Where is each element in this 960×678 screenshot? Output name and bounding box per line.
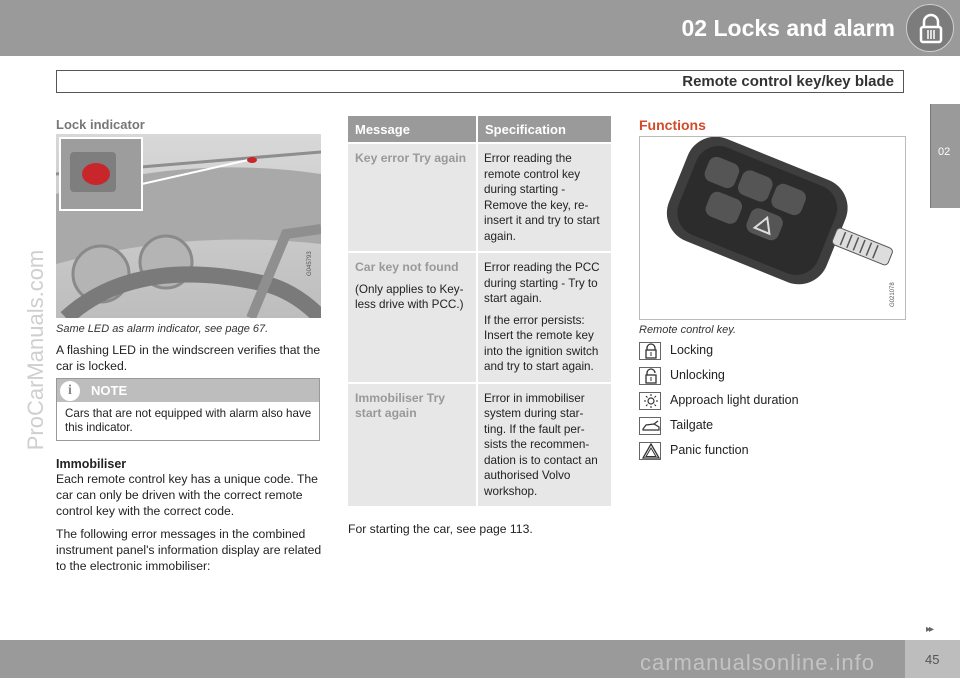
error-messages-intro: The following error messages in the combined instrument panel's information display are related to the electronic immobiliser: [56,527,322,573]
specification-text: Error in immobiliser system during star-ting. If the fault per-sists the recommen-dation is to contact an authorised Volvo workshop. [484,391,598,498]
message-title: Immobiliser Try start again [355,390,446,420]
immobiliser-text: Each remote control key has a unique code. The car can only be driven with the correct remote control key with the correct code. [56,472,318,518]
note-text: Cars that are not equipped with alarm also have this indicator. [65,407,312,434]
chapter-title: 02 Locks and alarm [681,15,895,41]
function-label: Panic function [670,443,749,457]
note-title: NOTE [91,383,128,398]
next-page-arrows[interactable]: ▸▸ [926,624,933,635]
section-header [56,70,904,93]
function-label: Tailgate [670,418,714,432]
footer-watermark: carmanualsonline.info [640,650,876,675]
side-tab-label: 02 [938,146,951,158]
unlock-icon [639,367,661,385]
specification-text: Error reading the PCC during starting - Try to start again. [484,261,600,305]
tailgate-icon [639,417,661,435]
note-box [56,378,320,441]
starting-reference: For starting the car, see page 113. [348,522,533,536]
photo-code: G021078 [890,282,896,307]
light-icon [639,392,661,410]
specification-cell [478,253,611,382]
table-header [348,116,611,142]
message-cell [348,253,478,382]
page-number: 45 [925,652,940,667]
photo-code: G045793 [307,251,313,276]
section-title: Remote control key/key blade [682,73,894,90]
immobiliser-heading: Immobiliser [56,457,127,471]
function-label: Unlocking [670,368,725,382]
side-watermark: ProCarManuals.com [23,249,48,451]
functions-heading: Functions [639,117,706,133]
message-cell [348,384,478,507]
chapter-side-tab[interactable] [930,104,960,208]
info-icon: i [60,381,80,401]
table-row [348,142,611,251]
message-title: Key error Try again [355,151,467,165]
note-header [57,379,319,402]
lock-indicator-text: A flashing LED in the windscreen verifies that the car is locked. [56,343,321,373]
message-note: (Only applies to Key-less drive with PCC.) [355,282,464,311]
dashboard-led-image [56,134,321,318]
table-row [348,251,611,382]
function-label: Locking [670,343,714,357]
specification-text: If the error persists: Insert the remote key into the ignition switch and try to start again. [484,313,599,373]
table-row [348,382,611,507]
column-header-message: Message [348,116,478,142]
message-title: Car key not found [355,260,459,274]
lock-indicator-heading: Lock indicator [56,117,145,132]
error-message-table [348,116,611,506]
lock-icon [639,342,661,360]
specification-cell [478,384,611,507]
panic-icon [639,442,661,460]
remote-key-image [639,136,906,320]
chapter-lock-icon [906,4,954,52]
column-header-specification: Specification [485,122,566,137]
specification-text: Error reading the remote control key during starting - Remove the key, re-insert it and try to start again. [484,152,600,243]
function-label: Approach light duration [670,393,799,407]
image-caption: Remote control key. [639,324,737,336]
specification-cell [478,144,611,251]
image-caption: Same LED as alarm indicator, see page 67. [56,323,269,335]
message-cell [348,144,478,251]
